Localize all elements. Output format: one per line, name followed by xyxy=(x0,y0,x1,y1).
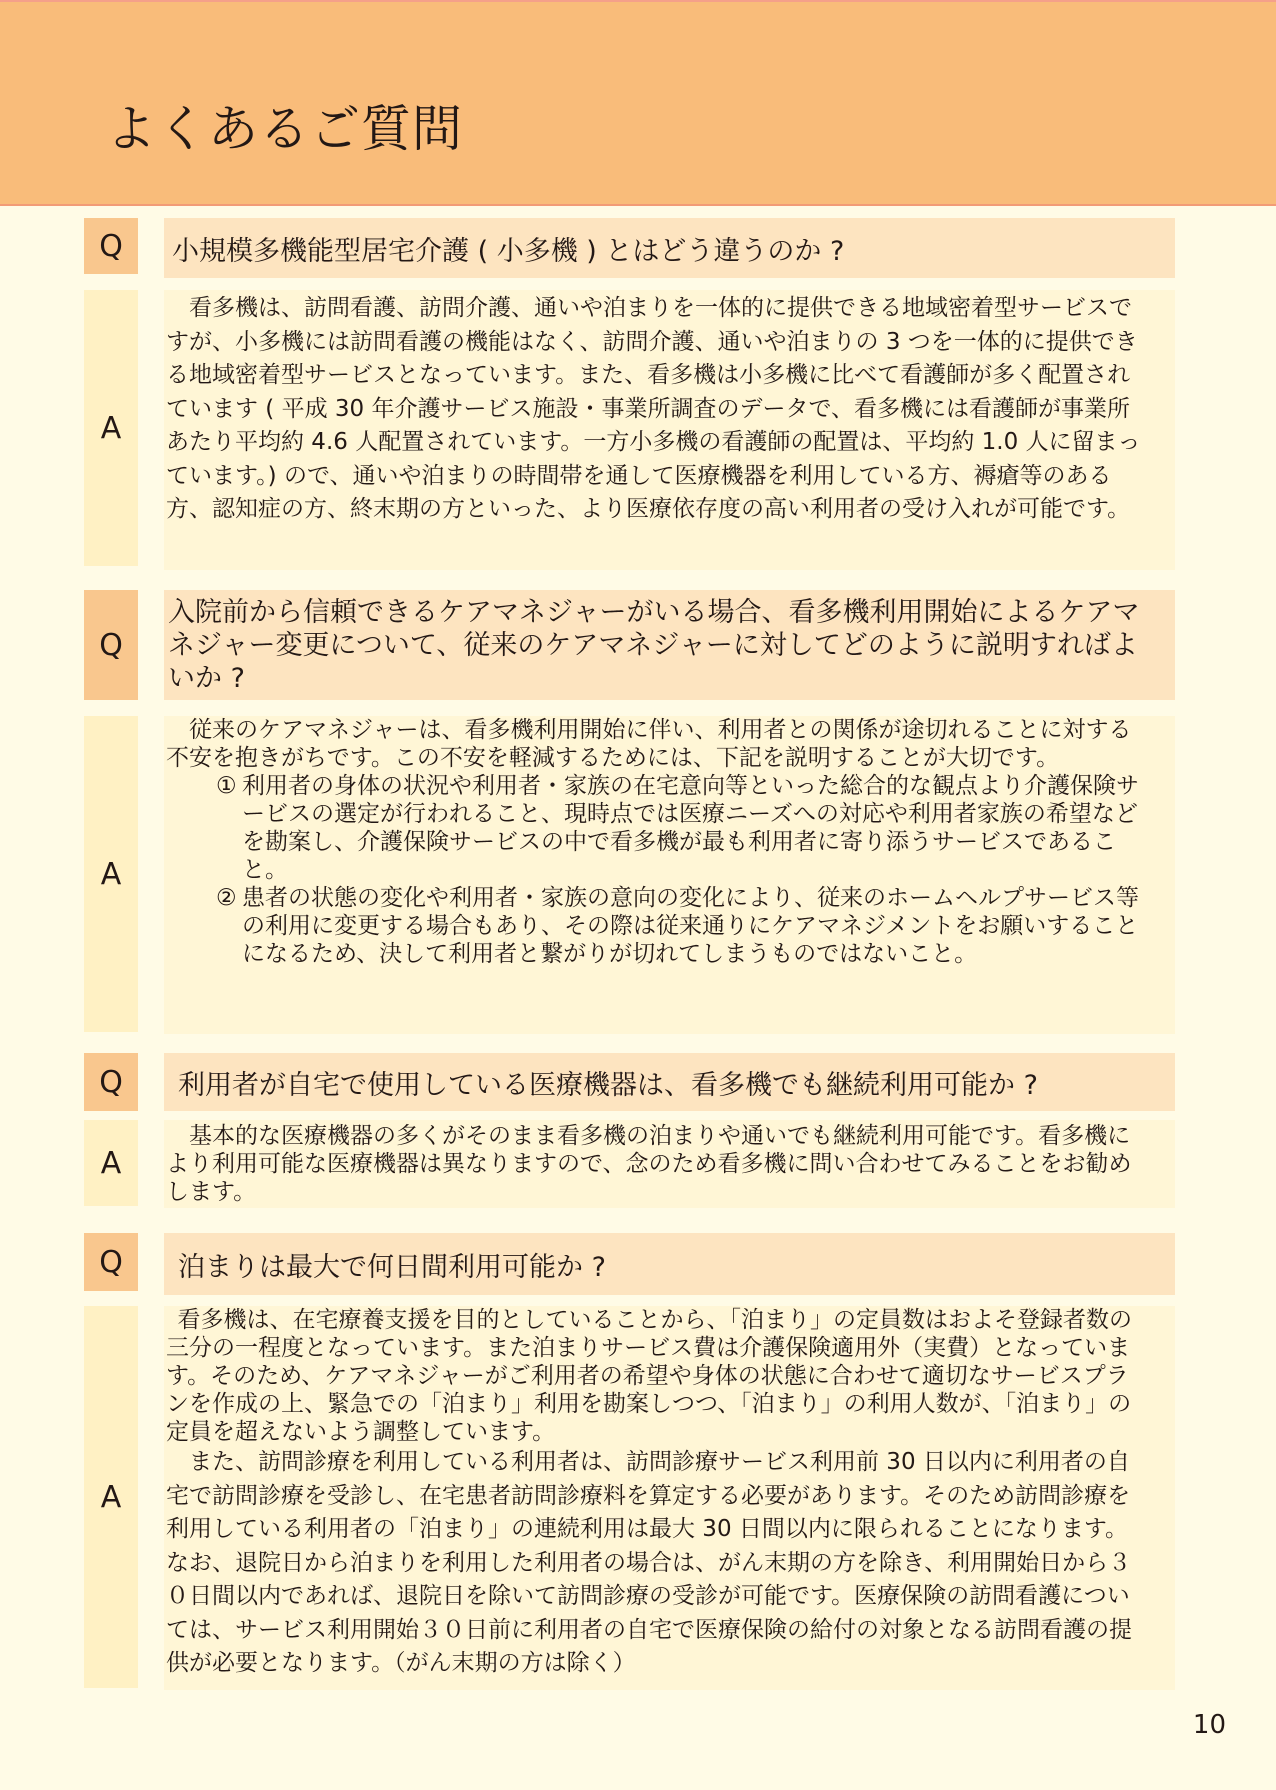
faq-4-answer-paragraph: また、訪問診療を利用している利用者は、訪問診療サービス利用前 30 日以内に利用者の自宅で訪問診療を受診し、在宅患者訪問診療料を算定する必要があります。そのため訪問診療を利用している利用者の「泊まり」の連続利用は最大 30 日間以内に限られることになります。なお、退院日から泊まりを利用した利用者の場合は、がん末期の方を除き、利用開始日から３０日間以内であれば、退院日を除いて訪問診療の受診が可能です。医療保険の訪問看護については、サービス利用開始３０日前に利用者の自宅で医療保険の給付の対象となる訪問看護の提供が必要となります。（がん末期の方は除く） xyxy=(166,1449,1132,1676)
faq-2-list-item xyxy=(166,884,1145,968)
faq-2-list-item xyxy=(166,772,1145,884)
list-text: 患者の状態の変化や利用者・家族の意向の変化により、従来のホームヘルプサービス等の利用に変更する場合もあり、その際は従来通りにケアマネジメントをお願いすることになるため、決して利用者と繋がりが切れてしまうものではないこと。 xyxy=(242,885,1139,967)
faq-1-question xyxy=(164,218,1175,278)
answer-label: A xyxy=(84,716,138,1032)
list-text: 利用者の身体の状況や利用者・家族の在宅意向等といった総合的な観点より介護保険サービスの選定が行われること、現時点では医療ニーズへの対応や利用者家族の希望などを勘案し、介護保険サービスの中で看多機が最も利用者に寄り添うサービスであること。 xyxy=(242,773,1139,883)
answer-label: A xyxy=(84,1120,138,1206)
faq-4-answer xyxy=(164,1306,1175,1690)
faq-3-question-text: 利用者が自宅で使用している医療機器は、看多機でも継続利用可能か ? xyxy=(178,1069,1038,1101)
faq-1-question-text: 小規模多機能型居宅介護 ( 小多機 ) とはどう違うのか ? xyxy=(172,235,845,267)
faq-3-answer-paragraph: 基本的な医療機器の多くがそのまま看多機の泊まりや通いでも継続利用可能です。看多機により利用可能な医療機器は異なりますので、念のため看多機に問い合わせてみることをお勧めします。 xyxy=(166,1123,1132,1205)
page-header xyxy=(0,0,1276,206)
answer-label: A xyxy=(84,290,138,566)
question-label: Q xyxy=(84,590,138,700)
list-marker: ② xyxy=(216,885,237,911)
question-label: Q xyxy=(84,1233,138,1291)
faq-1-answer xyxy=(164,290,1175,570)
faq-2-answer xyxy=(164,716,1175,1034)
faq-4-answer-paragraph: 看多機は、在宅療養支援を目的としていることから、「泊まり」の定員数はおよそ登録者数の三分の一程度となっています。また泊まりサービス費は介護保険適用外（実費）となっています。そのため、ケアマネジャーがご利用者の希望や身体の状態に合わせて適切なサービスプランを作成の上、緊急での「泊まり」利用を勘案しつつ、「泊まり」の利用人数が、「泊まり」の定員を超えないよう調整しています。 xyxy=(166,1307,1132,1445)
question-label: Q xyxy=(84,218,138,274)
page-title: よくあるご質問 xyxy=(106,100,463,158)
answer-label: A xyxy=(84,1306,138,1688)
question-label: Q xyxy=(84,1053,138,1111)
faq-4-question xyxy=(164,1233,1175,1295)
faq-1-answer-paragraph: 看多機は、訪問看護、訪問介護、通いや泊まりを一体的に提供できる地域密着型サービスですが、小多機には訪問看護の機能はなく、訪問介護、通いや泊まりの 3 つを一体的に提供できる地域密着型サービスとなっています。また、看多機は小多機に比べて看護師が多く配置されています ( 平成 30 年介護サービス施設・事業所調査のデータで、看多機には看護師が事業所あたり平均約 4.6 人配置されています。一方小多機の看護師の配置は、平均約 1.0 人に留まっています。) ので、通いや泊まりの時間帯を通して医療機器を利用している方、褥瘡等のある方、認知症の方、終末期の方といった、より医療依存度の高い利用者の受け入れが可能です。 xyxy=(166,295,1141,522)
faq-3-answer xyxy=(164,1120,1175,1208)
faq-4-question-text: 泊まりは最大で何日間利用可能か ? xyxy=(178,1251,606,1283)
page-number: 10 xyxy=(1192,1710,1226,1740)
faq-2-question-text: 入院前から信頼できるケアマネジャーがいる場合、看多機利用開始によるケアマネジャー変更について、従来のケアマネジャーに対してどのように説明すればよいか ? xyxy=(168,596,1140,694)
faq-2-question xyxy=(164,590,1175,700)
faq-3-question xyxy=(164,1053,1175,1111)
faq-2-answer-intro: 従来のケアマネジャーは、看多機利用開始に伴い、利用者との関係が途切れることに対する不安を抱きがちです。この不安を軽減するためには、下記を説明することが大切です。 xyxy=(166,717,1132,771)
list-marker: ① xyxy=(216,773,237,799)
